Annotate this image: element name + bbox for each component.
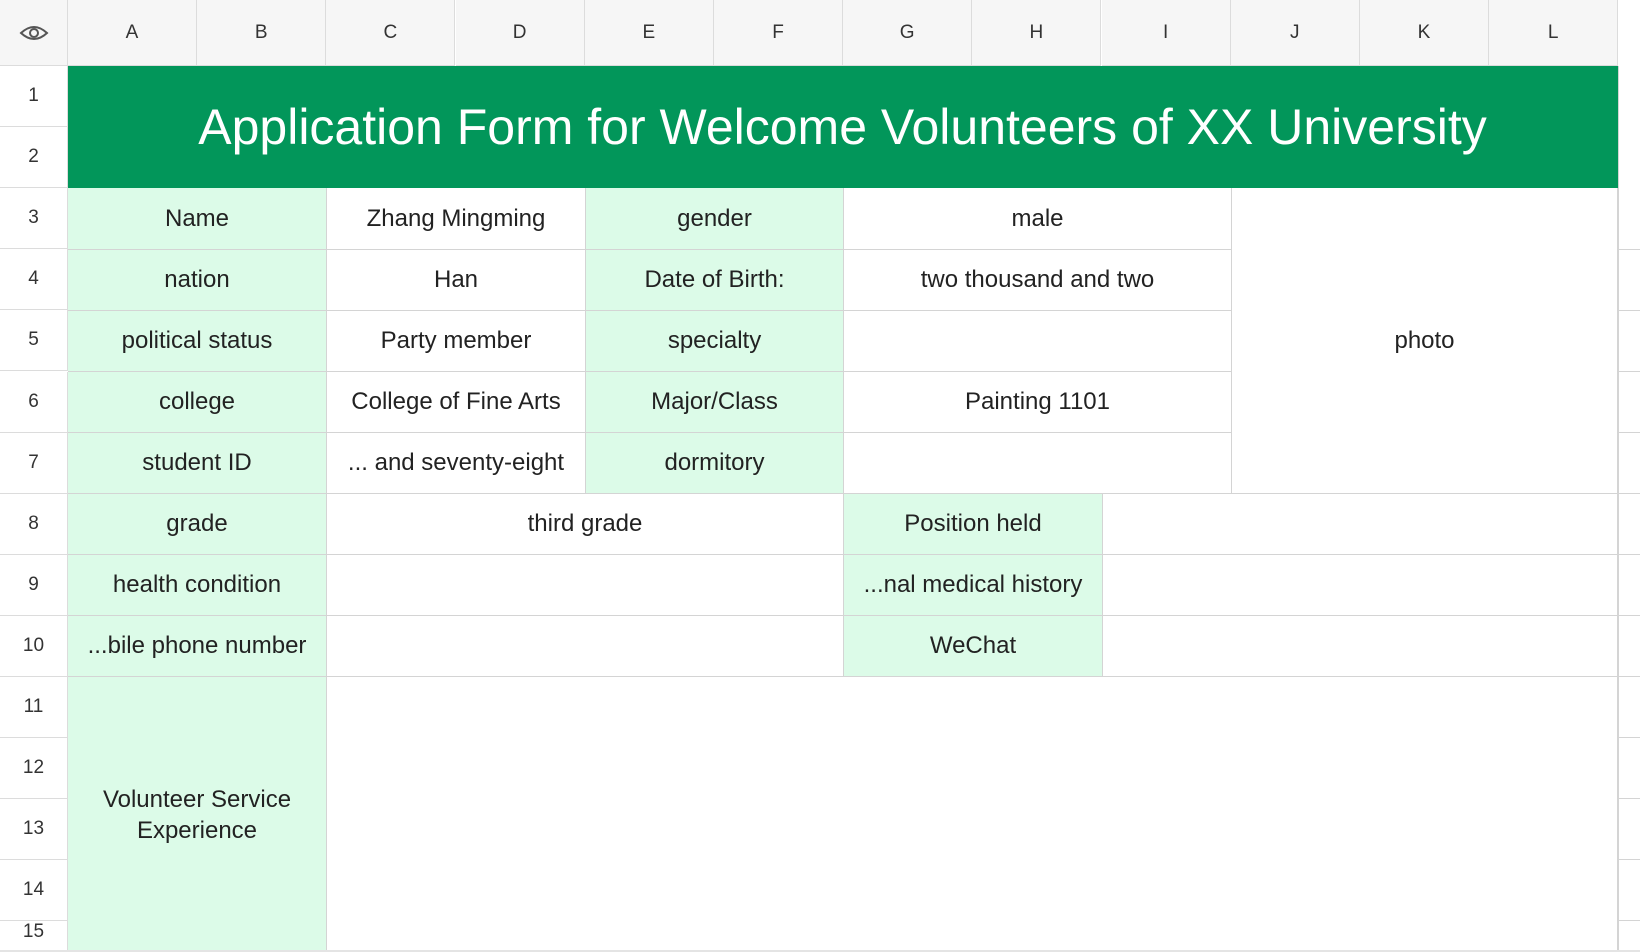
dormitory-label[interactable]: dormitory (586, 433, 844, 494)
row-gridline (1619, 737, 1640, 738)
column-header-f[interactable]: F (714, 0, 843, 66)
volunteer-experience-value[interactable] (327, 677, 1618, 952)
row-gridline (1619, 859, 1640, 860)
specialty-value[interactable] (844, 311, 1232, 372)
wechat-label[interactable]: WeChat (844, 616, 1103, 677)
nation-label[interactable]: nation (68, 250, 327, 311)
medical-history-value[interactable] (1103, 555, 1618, 616)
grade-label[interactable]: grade (68, 494, 327, 555)
column-header-d[interactable]: D (456, 0, 585, 66)
row-header-7[interactable]: 7 (0, 433, 68, 494)
gender-value[interactable]: male (844, 188, 1232, 250)
column-header-g[interactable]: G (843, 0, 972, 66)
college-value[interactable]: College of Fine Arts (327, 372, 586, 433)
row-gridline (1619, 920, 1640, 921)
grade-value[interactable]: third grade (327, 494, 844, 555)
row-gridline (1619, 371, 1640, 372)
phone-number-value[interactable] (327, 616, 844, 677)
row-gridline (1619, 432, 1640, 433)
column-header-k[interactable]: K (1360, 0, 1489, 66)
health-condition-value[interactable] (327, 555, 844, 616)
position-held-value[interactable] (1103, 494, 1618, 555)
row-gridline (1619, 493, 1640, 494)
student-id-value[interactable]: ... and seventy-eight (327, 433, 586, 494)
name-label[interactable]: Name (68, 188, 327, 250)
wechat-value[interactable] (1103, 616, 1618, 677)
column-header-a[interactable]: A (68, 0, 197, 66)
political-status-label[interactable]: political status (68, 311, 327, 372)
column-header-c[interactable]: C (326, 0, 455, 66)
row-header-1[interactable]: 1 (0, 66, 68, 127)
volunteer-experience-label[interactable]: Volunteer Service Experience (68, 677, 327, 952)
health-condition-label[interactable]: health condition (68, 555, 327, 616)
dob-label[interactable]: Date of Birth: (586, 250, 844, 311)
row-gridline (1619, 676, 1640, 677)
dob-value[interactable]: two thousand and two (844, 250, 1232, 311)
name-value[interactable]: Zhang Mingming (327, 188, 586, 250)
row-header-12[interactable]: 12 (0, 738, 68, 799)
column-header-h[interactable]: H (972, 0, 1101, 66)
photo-cell[interactable]: photo (1232, 188, 1618, 494)
dormitory-value[interactable] (844, 433, 1232, 494)
form-title[interactable]: Application Form for Welcome Volunteers of XX University (68, 66, 1618, 188)
row-header-6[interactable]: 6 (0, 372, 68, 433)
student-id-label[interactable]: student ID (68, 433, 327, 494)
column-header-l[interactable]: L (1489, 0, 1618, 66)
column-header-j[interactable]: J (1231, 0, 1360, 66)
row-header-3[interactable]: 3 (0, 188, 68, 249)
medical-history-label[interactable]: ...nal medical history (844, 555, 1103, 616)
major-class-label[interactable]: Major/Class (586, 372, 844, 433)
row-gridline (1619, 249, 1640, 250)
row-gridline (1619, 554, 1640, 555)
phone-number-label[interactable]: ...bile phone number (68, 616, 327, 677)
row-header-13[interactable]: 13 (0, 799, 68, 860)
row-gridline (1619, 310, 1640, 311)
specialty-label[interactable]: specialty (586, 311, 844, 372)
row-gridline (1619, 798, 1640, 799)
major-class-value[interactable]: Painting 1101 (844, 372, 1232, 433)
row-header-15[interactable]: 15 (0, 921, 68, 952)
row-gridline (1619, 615, 1640, 616)
column-header-b[interactable]: B (197, 0, 326, 66)
college-label[interactable]: college (68, 372, 327, 433)
row-header-11[interactable]: 11 (0, 677, 68, 738)
visibility-toggle[interactable] (0, 0, 68, 66)
position-held-label[interactable]: Position held (844, 494, 1103, 555)
row-header-10[interactable]: 10 (0, 616, 68, 677)
row-header-5[interactable]: 5 (0, 310, 68, 371)
row-header-2[interactable]: 2 (0, 127, 68, 188)
eye-icon (19, 23, 49, 43)
gender-label[interactable]: gender (586, 188, 844, 250)
row-header-4[interactable]: 4 (0, 249, 68, 310)
row-header-8[interactable]: 8 (0, 494, 68, 555)
column-header-i[interactable]: I (1102, 0, 1231, 66)
political-status-value[interactable]: Party member (327, 311, 586, 372)
nation-value[interactable]: Han (327, 250, 586, 311)
column-header-e[interactable]: E (585, 0, 714, 66)
row-header-9[interactable]: 9 (0, 555, 68, 616)
column-m-gridline (1618, 66, 1619, 952)
row-header-14[interactable]: 14 (0, 860, 68, 921)
